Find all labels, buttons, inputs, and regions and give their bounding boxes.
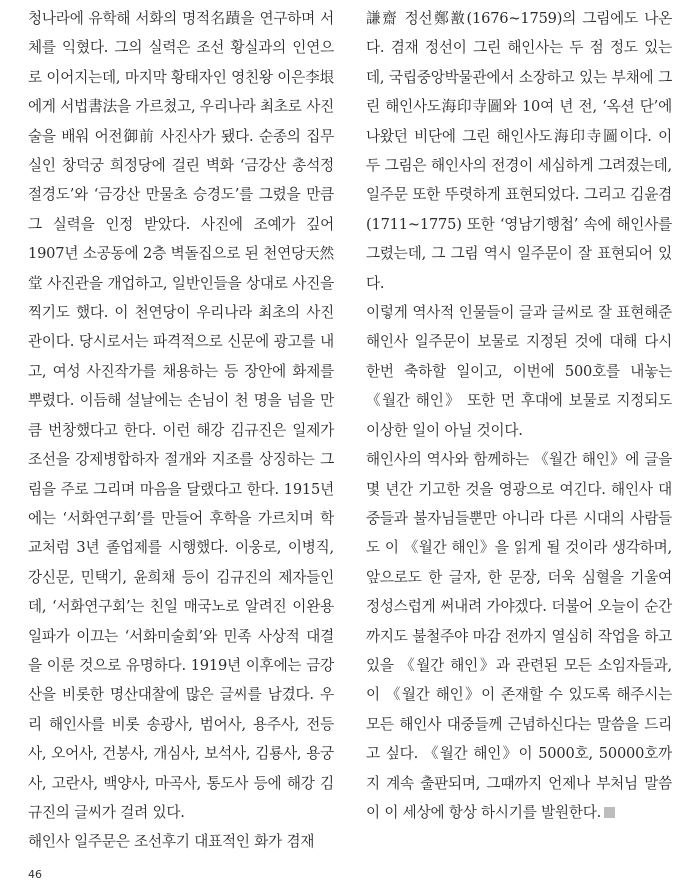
body-paragraph: 해인사 일주문은 조선후기 대표적인 화가 겸재	[28, 833, 315, 851]
body-paragraph: 謙齋 정선鄭敾(1676~1759)의 그림에도 나온다. 겸재 정선이 그린 해인사는 두 점 정도 있는데, 국립중앙박물관에서 소장하고 있는 부채에 그린 해인사도海印寺圖와 10여 년 전, ‘옥션 단’에 나왔던 비단에 그린 해인사도海印寺圖이다. 이 두 그림은 해인사의 전경이 세심하게 그려졌는데, 일주문 또한 뚜렷하게 표현되었다. 그리고 김윤겸(1711~1775) 또한 ‘영남기행첩’ 속에 해인사를 그렸는데, 그 그림 역시 일주문이 잘 표현되어 있다.	[366, 10, 672, 292]
body-paragraph	[366, 445, 672, 827]
closing-paragraph-text: 해인사의 역사와 함께하는 《월간 해인》에 글을 몇 년간 기고한 것을 영광으로 여긴다. 해인사 대중들과 불자님들뿐만 아니라 다른 시대의 사람들도 이 《월간 해인》을 읽게 될 것이라 생각하며, 앞으로도 한 글자, 한 문장, 더욱 심혈을 기울여 정성스럽게 써내려 가야겠다. 더불어 오늘이 순간까지도 불철주야 마감 전까지 열심히 작업을 하고 있을 《월간 해인》과 관련된 모든 소임자들과, 이 《월간 해인》이 존재할 수 있도록 해주시는 모든 해인사 대중들께 근념하신다는 말씀을 드리고 싶다. 《월간 해인》이 5000호, 50000호까지 계속 출판되며, 그때까지 언제나 부처님 말씀이 이 세상에 항상 하시기를 발원한다.	[366, 451, 672, 821]
body-paragraph: 청나라에 유학해 서화의 명적名蹟을 연구하며 서체를 익혔다. 그의 실력은 조선 황실과의 인연으로 이어지는데, 마지막 황태자인 영친왕 이은李垠에게 서법書法을 가르쳤고, 우리나라 최초로 사진술을 배워 어전御前 사진사가 됐다. 순종의 집무실인 창덕궁 희정당에 걸린 벽화 ‘금강산 총석정 절경도’와 ‘금강산 만물초 승경도’를 그렸을 만큼 그 실력을 인정 받았다. 사진에 조예가 깊어 1907년 소공동에 2층 벽돌집으로 된 천연당天然堂 사진관을 개업하고, 일반인들을 상대로 사진을 찍기도 했다. 이 천연당이 우리나라 최초의 사진관이다. 당시로서는 파격적으로 신문에 광고를 내고, 여성 사진작가를 채용하는 등 장안에 화제를 뿌렸다. 이듬해 설날에는 손님이 천 명을 넘을 만큼 번창했다고 한다. 이런 해강 김규진은 일제가 조선을 강제병합하자 절개와 지조를 상징하는 그림을 주로 그리며 마음을 달랬다고 한다. 1915년에는 ‘서화연구회’를 만들어 후학을 가르치며 학교처럼 3년 졸업제를 시행했다. 이웅로, 이병직, 강신문, 민택기, 윤희채 등이 김규진의 제자들인데, ‘서화연구회’는 친일 매국노로 알려진 이완용 일파가 이끄는 ‘서화미술회’와 민족 사상적 대결을 이룬 것으로 유명하다. 1919년 이후에는 금강산을 비롯한 명산대찰에 많은 글씨를 남겼다. 우리 해인사를 비롯 송광사, 범어사, 용주사, 전등사, 오어사, 건봉사, 개심사, 보석사, 김룡사, 용궁사, 고란사, 백양사, 마곡사, 통도사 등에 해강 김규진의 글씨가 걸려 있다.	[28, 10, 334, 821]
body-paragraph: 이렇게 역사적 인물들이 글과 글씨로 잘 표현해준 해인사 일주문이 보물로 지정된 것에 대해 다시 한번 축하할 일이고, 이번에 500호를 내놓는 《월간 해인》 또한 먼 후대에 보물로 지정되도 이상한 일이 아닐 것이다.	[366, 304, 672, 439]
end-of-article-icon	[604, 807, 615, 818]
right-column	[366, 4, 672, 827]
page-number: 46	[28, 868, 42, 881]
left-column	[28, 4, 334, 857]
